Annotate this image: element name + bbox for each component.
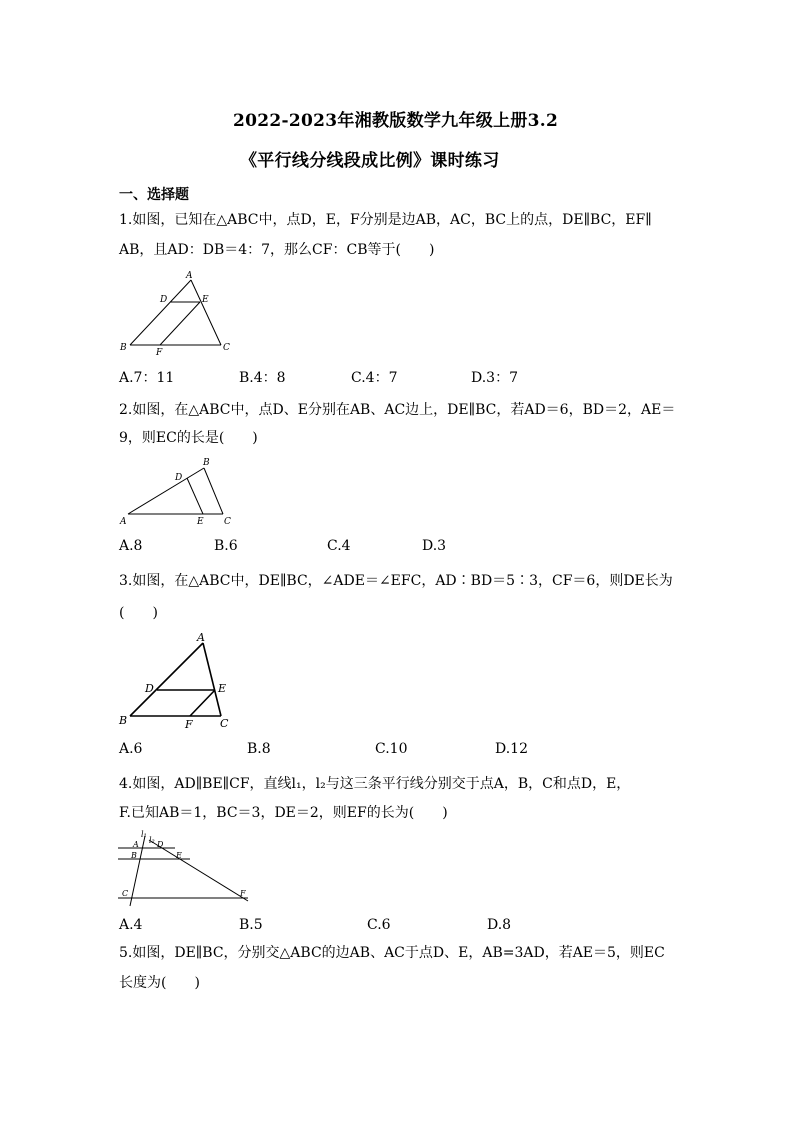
q1-label-f: F xyxy=(156,348,163,358)
q3-option-b[interactable]: B.8 xyxy=(247,741,271,757)
q3-label-e: E xyxy=(218,682,227,695)
q1-line-2: AB，且AD：DB＝4：7，那么CF：CB等于( ) xyxy=(119,242,435,258)
q4-label-e: E xyxy=(176,851,182,860)
q4-option-c[interactable]: C.6 xyxy=(367,917,391,933)
q4-line-1: 4.如图，AD∥BE∥CF，直线l₁，l₂与这三条平行线分别交于点A，B，C和点D，E， xyxy=(119,776,631,792)
q4-label-f: F xyxy=(240,889,246,898)
q4-option-b[interactable]: B.5 xyxy=(239,917,263,933)
q5-line-1: 5.如图，DE∥BC，分别交△ABC的边AB、AC于点D、E，AB=3AD，若AE＝5，则EC xyxy=(119,945,665,961)
q1-label-a: A xyxy=(186,271,193,281)
q2-option-a[interactable]: A.8 xyxy=(119,538,143,554)
q4-label-l1: l₁ xyxy=(141,830,147,839)
q2-line-1: 2.如图，在△ABC中，点D、E分别在AB、AC边上，DE∥BC，若AD＝6，BD＝2，AE＝ xyxy=(119,402,676,418)
q3-option-d[interactable]: D.12 xyxy=(495,741,528,757)
q4-label-a: A xyxy=(133,840,139,849)
q2-label-d: D xyxy=(175,473,183,483)
q4-label-d: D xyxy=(157,840,164,849)
q4-line-2: F.已知AB＝1，BC＝3，DE＝2，则EF的长为( ) xyxy=(119,805,448,821)
q1-option-b[interactable]: B.4：8 xyxy=(239,370,286,386)
q3-label-d: D xyxy=(145,682,154,695)
q1-label-e: E xyxy=(202,295,209,305)
q2-label-e: E xyxy=(197,517,204,527)
q2-label-b: B xyxy=(203,458,210,468)
title-line-2: 《平行线分线段成比例》课时练习 xyxy=(240,151,500,171)
q4-option-a[interactable]: A.4 xyxy=(119,917,143,933)
q3-label-a: A xyxy=(197,631,205,644)
q1-option-a[interactable]: A.7：11 xyxy=(119,370,175,386)
q1-line-1: 1.如图，已知在△ABC中，点D，E，F分别是边AB，AC，BC上的点，DE∥BC，EF∥ xyxy=(119,212,652,228)
q1-label-b: B xyxy=(120,343,127,353)
q5-line-2: 长度为( ) xyxy=(119,975,200,991)
q3-line-2: ( ) xyxy=(119,605,158,621)
q2-line-2: 9，则EC的长是( ) xyxy=(119,430,258,446)
q3-line-1: 3.如图，在△ABC中，DE∥BC，∠ADE＝∠EFC，AD∶BD＝5∶3，CF＝6，则DE长为 xyxy=(119,573,673,589)
q4-option-d[interactable]: D.8 xyxy=(487,917,512,933)
q2-label-a: A xyxy=(120,517,127,527)
q2-option-c[interactable]: C.4 xyxy=(327,538,351,554)
q3-label-b: B xyxy=(119,714,128,727)
q1-label-c: C xyxy=(223,343,230,353)
q2-option-d[interactable]: D.3 xyxy=(422,538,447,554)
q3-label-c: C xyxy=(220,717,229,730)
q3-option-a[interactable]: A.6 xyxy=(119,741,143,757)
q3-label-f: F xyxy=(185,718,193,731)
section-heading: 一、选择题 xyxy=(119,187,189,203)
q1-option-c[interactable]: C.4：7 xyxy=(351,370,398,386)
q1-option-d[interactable]: D.3：7 xyxy=(471,370,518,386)
q4-label-c: C xyxy=(122,889,129,898)
q2-option-b[interactable]: B.6 xyxy=(214,538,238,554)
q1-label-d: D xyxy=(160,295,168,305)
q4-label-l2: l₂ xyxy=(149,836,155,845)
q3-option-c[interactable]: C.10 xyxy=(375,741,408,757)
q2-label-c: C xyxy=(224,517,231,527)
q4-label-b: B xyxy=(131,851,137,860)
title-line-1: 2022-2023年湘教版数学九年级上册3.2 xyxy=(233,111,559,131)
